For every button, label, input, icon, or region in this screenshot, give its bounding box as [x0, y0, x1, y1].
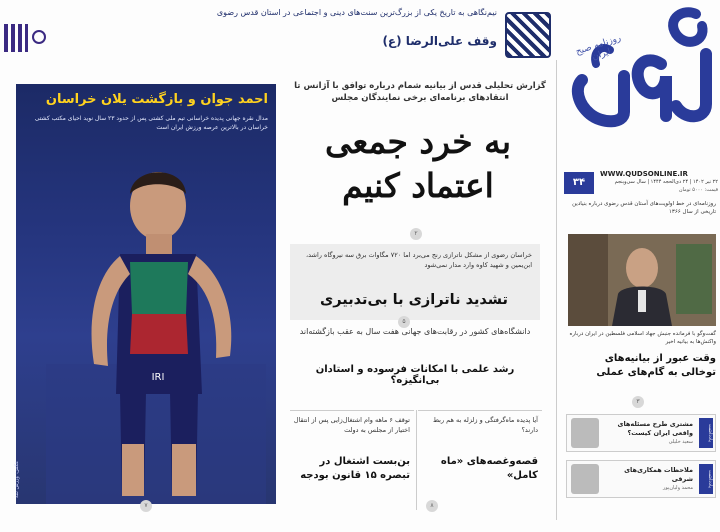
wrestler-photo [46, 144, 266, 504]
author-avatar [571, 464, 599, 494]
page-ref-badge: ۷ [140, 500, 152, 512]
price-line: قیمت: ۵۰۰۰ تومان [678, 187, 718, 193]
page-ref-badge: ۸ [426, 500, 438, 512]
story-title: قصه‌وغصه‌های «ماه کامل» [440, 456, 538, 481]
interview-title[interactable]: وقت عبور از بیانیه‌های توخالی به گام‌های عملی [596, 353, 716, 378]
website-link[interactable]: WWW.QUDSONLINE.IR [600, 170, 688, 178]
banner-kicker: نیم‌نگاهی به تاریخ یکی از بزرگ‌ترین سنت‌های دینی و اجتماعی در استان قدس رضوی [216, 8, 497, 17]
photo-credit: عکس: ورزش سه [14, 460, 20, 498]
column-divider [556, 60, 557, 520]
card-tag: یادداشت [699, 418, 713, 448]
wrestler-feature[interactable] [16, 84, 276, 504]
story-title: تشدید ناترازی با بی‌تدبیری [320, 292, 508, 308]
moon-story[interactable] [418, 410, 542, 510]
story-title: بن‌بست اشتغال در تبصره ۱۵ قانون بودجه [300, 456, 410, 481]
page-ref-badge: ۵ [398, 316, 410, 328]
interview-photo [568, 234, 716, 326]
jersey-text: IRI [151, 372, 165, 383]
author-avatar [571, 418, 599, 448]
main-headline[interactable]: به خرد جمعی اعتماد کنیم [324, 122, 512, 205]
top-banner[interactable] [216, 4, 555, 62]
banner-title: وقف علی‌الرضا (ع) [382, 34, 497, 48]
qods-logo-icon [566, 4, 714, 128]
electricity-story[interactable] [290, 244, 540, 320]
card-title: ملاحظات همکاری‌های شرقی [624, 466, 693, 483]
main-kicker: گزارش تحلیلی قدس از بیانیه شمام درباره توافق با آژانس تا انتقادهای برنامه‌ای برخی نمایندگان مجلس [294, 81, 546, 103]
story-lead: خراسان رضوی از مشکل ناترازی رنج می‌برد اما ۷۲۰ مگاوات برق سه نیروگاه راشد، ابن‌یمین و شهید کاوه وارد مدار نمی‌شود [306, 251, 532, 269]
date-line: ۲۲ تیر ۱۴۰۲ | ۲۴ ذی‌الحجه ۱۴۴۴ | سال سی‌وپنجم [614, 179, 718, 185]
page-ref-badge: ۳ [632, 396, 644, 408]
decorative-pattern [4, 24, 28, 52]
opinion-card[interactable] [566, 414, 716, 452]
card-author: سعید خلیلی [668, 439, 693, 445]
publisher-line: روزنامه‌ای در خط اولویت‌های آستان قدس رضوی درباره بنیادین تاریخی از سال ۱۳۶۶ [572, 201, 716, 215]
emblem-icon [32, 30, 46, 44]
banner-logo-icon [505, 12, 551, 58]
employment-story[interactable] [290, 410, 414, 510]
column-divider [416, 410, 417, 510]
card-title: مشتری طرح مسئله‌های واقعی ایران کیست؟ [617, 420, 693, 437]
opinion-card[interactable] [566, 460, 716, 498]
issue-number: ۳۴ [564, 172, 594, 194]
masthead [560, 0, 720, 193]
feature-headline: احمد جوان و بازگشت یلان خراسان [45, 92, 268, 107]
card-tag: یادداشت [699, 464, 713, 494]
university-title[interactable]: رشد علمی با امکانات فرسوده و استادان بی‌انگیزه؟ [315, 364, 515, 386]
story-lead: آیا پدیده ماه‌گرفتگی و زلزله به هم ربط دارند؟ [432, 416, 538, 434]
feature-description: مدال نقره جهانی پدیده خراسانی تیم ملی کشتی پس از حدود ۲۳ سال نوید احیای مکتب کشتی خراسان در بالاترین عرصه ورزش ایران است [34, 115, 268, 131]
masthead-tagline: روزنامه صبح ایران [574, 33, 623, 63]
university-lead: دانشگاه‌های کشور در رقابت‌های جهانی هفت سال به عقب بازگشته‌اند [299, 327, 531, 336]
masthead-logo [566, 4, 714, 128]
interview-caption: گفت‌وگو با فرمانده جنبش جهاد اسلامی فلسطین در ایران درباره واکنش‌ها به بیانیه اخیر [569, 331, 716, 345]
page-ref-badge: ۲ [410, 228, 422, 240]
card-author: محمد ولیان‌پور [662, 485, 693, 491]
story-lead: توقف ۶ ماهه وام اشتغال‌زایی پس از انتقال اختیار از مجلس به دولت [293, 416, 410, 434]
